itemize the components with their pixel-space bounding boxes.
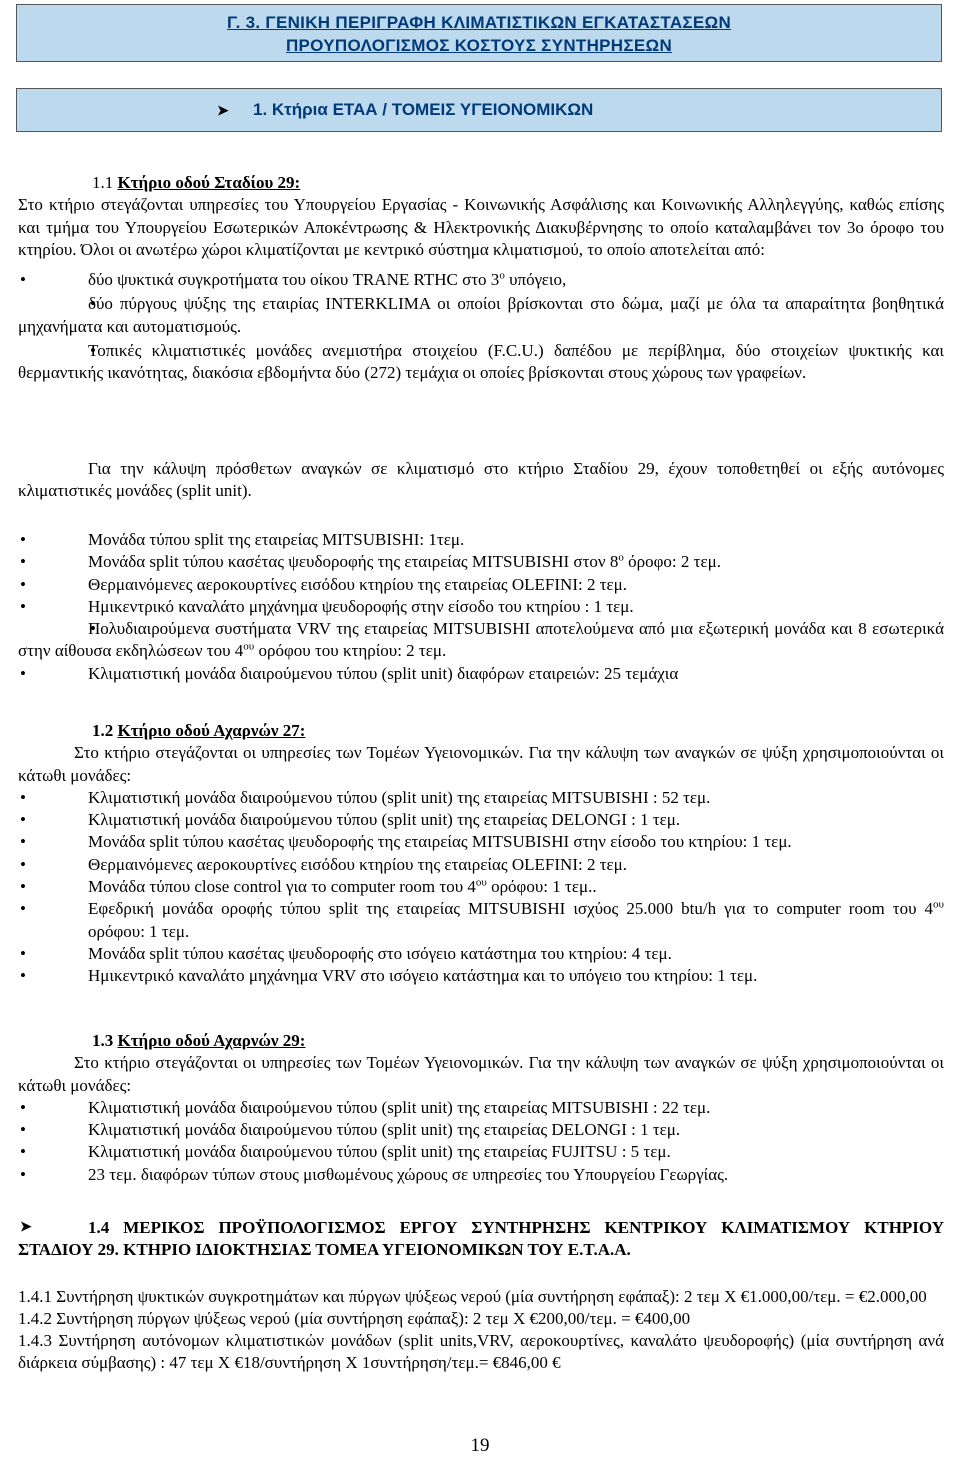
paragraph: Στο κτήριο στεγάζονται οι υπηρεσίες των Τομέων Υγειονομικών. Για την κάλυψη των αναγκών σε ψύξη χρησιμοποιούνται οι κάτωθι μονάδες:	[18, 743, 944, 785]
list-item: • Ημικεντρικό καναλάτο μηχάνημα VRV στο ισόγειο κατάστημα και το υπόγειο του κτηρίου: 1 τεμ.	[18, 965, 944, 987]
list-item: • 23 τεμ. διαφόρων τύπων στους μισθωμένους χώρους σε υπηρεσίες του Υπουργείου Γεωργίας.	[18, 1164, 944, 1186]
split-units-list	[18, 529, 944, 685]
list-item: • Μονάδα split τύπου κασέτας ψευδοροφής στο ισόγειο κατάστημα του κτηρίου: 4 τεμ.	[18, 943, 944, 965]
list-item: • Κλιματιστική μονάδα διαιρούμενου τύπου (split unit) διαφόρων εταιρειών: 25 τεμάχια	[18, 663, 944, 685]
list-item: • Μονάδα τύπου close control για το computer room του $4^{o\upsilon}$ ορόφου: 1 τεμ..	[18, 876, 944, 898]
paragraph: Για την κάλυψη πρόσθετων αναγκών σε κλιματισμό στο κτήριο Σταδίου 29, έχουν τοποθετηθεί οι εξής αυτόνομες κλιματιστικές μονάδες (split unit).	[18, 459, 944, 501]
paragraph: Στο κτήριο στεγάζονται υπηρεσίες του Υπουργείου Εργασίας - Κοινωνικής Ασφάλισης και Κοινωνικής Αλληλεγγύης, καθώς επίσης και τμήμα του Υπουργείου Εσωτερικών Αποκέντρωσης & Ηλεκτρονικής Διακυβέρνησης το οποίο καταλαμβάνει τον 3ο όροφο του κτηρίου. Όλοι οι ανωτέρω χώροι κλιματίζονται με κεντρικό σύστημα κλιματισμού, το οποίο αποτελείται από:	[18, 195, 944, 259]
section-heading: 1.1 Κτήριο οδού Σταδίου 29:	[92, 173, 301, 192]
section-heading: 1.3 Κτήριο οδού Αχαρνών 29:	[92, 1031, 306, 1050]
cost-item: 1.4.1 Συντήρηση ψυκτικών συγκροτημάτων και πύργων ψύξεως νερού (μία συντήρηση εφάπαξ): 2 τεμ Χ €1.000,00/τεμ. = €2.000,00	[18, 1286, 927, 1306]
list-item: • Μονάδα split τύπου κασέτας ψευδοροφής της εταιρείας MITSUBISHI στην είσοδο του κτηρίου: 1 τεμ.	[18, 831, 944, 853]
list-item: • Μονάδα split τύπου κασέτας ψευδοροφής της εταιρείας MITSUBISHI στον $8^o$ όροφο: 2 τεμ.	[18, 551, 944, 573]
list-item: • Μονάδα τύπου split της εταιρείας MITSUBISHI: 1τεμ.	[18, 529, 944, 551]
list-item: • Πολυδιαιρούμενα συστήματα VRV της εταιρείας MITSUBISHI αποτελούμενα από μια εξωτερική μονάδα και 8 εσωτερικά στην αίθουσα εκδηλώσεων του $4^{o\upsilon}$ ορόφου του κτηρίου: 2 τεμ.	[18, 618, 944, 663]
subtitle: 1. Κτήρια ΕΤΑΑ / ΤΟΜΕΙΣ ΥΓΕΙΟΝΟΜΙΚΩΝ	[253, 99, 594, 119]
title-box	[16, 4, 942, 62]
list-item: • Ημικεντρικό καναλάτο μηχάνημα ψευδοροφής στην είσοδο του κτηρίου : 1 τεμ.	[18, 596, 944, 618]
page-number: 19	[470, 1435, 490, 1456]
list-item: • Κλιματιστική μονάδα διαιρούμενου τύπου (split unit) της εταιρείας FUJITSU : 5 τεμ.	[18, 1141, 944, 1163]
arrow-bullet-icon: ➤	[217, 101, 229, 118]
list-item: • Θερμαινόμενες αεροκουρτίνες εισόδου κτηρίου της εταιρείας OLEFINI: 2 τεμ.	[18, 574, 944, 596]
arrow-bullet-icon: ➤	[20, 1220, 32, 1235]
list-item: • δύο ψυκτικά συγκροτήματα του οίκου TRANE RTHC στο $3^o$ υπόγειο,	[18, 269, 944, 291]
section-heading: ➤ 1.4 ΜΕΡΙΚΟΣ ΠΡΟΫΠΟΛΟΓΙΣΜΟΣ ΕΡΓΟΥ ΣΥΝΤΗΡΗΣΗΣ ΚΕΝΤΡΙΚΟΥ ΚΛΙΜΑΤΙΣΜΟΥ ΚΤΗΡΙΟΥ ΣΤΑΔΙΟΥ 29. ΚΤΗΡΙΟ ΙΔΙΟΚΤΗΣΙΑΣ ΤΟΜΕΑ ΥΓΕΙΟΝΟΜΙΚΩΝ ΤΟΥ Ε.Τ.Α.Α.	[18, 1218, 944, 1260]
list-item: • Κλιματιστική μονάδα διαιρούμενου τύπου (split unit) της εταιρείας MITSUBISHI : 22 τεμ.	[18, 1097, 944, 1119]
list-item: • Εφεδρική μονάδα οροφής τύπου split της εταιρείας MITSUBISHI ισχύος 25.000 btu/h για το computer room του $4^{o\upsilon}$ ορόφου: 1 τεμ.	[18, 898, 944, 943]
list-item: • Θερμαινόμενες αεροκουρτίνες εισόδου κτηρίου της εταιρείας OLEFINI: 2 τεμ.	[18, 854, 944, 876]
list-item: • Κλιματιστική μονάδα διαιρούμενου τύπου (split unit) της εταιρείας DELONGI : 1 τεμ.	[18, 809, 944, 831]
list-item: • Κλιματιστική μονάδα διαιρούμενου τύπου (split unit) της εταιρείας DELONGI : 1 τεμ.	[18, 1119, 944, 1141]
cost-item: 1.4.3 Συντήρηση αυτόνομων κλιματιστικών μονάδων (split units,VRV, αεροκουρτίνες, καναλάτο ψευδοροφής) (μία συντήρηση ανά διάρκεια σύμβασης) : 47 τεμ Χ €18/συντήρηση Χ 1συντήρηση/τεμ.= €846,00 €	[18, 1331, 944, 1373]
subtitle-box	[16, 88, 942, 132]
section-1-2	[18, 720, 944, 988]
section-heading: 1.2 Κτήριο οδού Αχαρνών 27:	[92, 721, 306, 740]
cost-item: 1.4.2 Συντήρηση πύργων ψύξεως νερού (μία συντήρηση εφάπαξ): 2 τεμ Χ €200,00/τεμ. = €400,00	[18, 1308, 691, 1328]
list-item: • Τοπικές κλιματιστικές μονάδες ανεμιστήρα στοιχείου (F.C.U.) δαπέδου με περίβλημα, δύο στοιχείων ψυκτικής και θερμαντικής ικανότητας, διακόσια εβδομήντα δύο (272) τεμάχια οι οποίες βρίσκονται στους χώρους των γραφείων.	[18, 340, 944, 385]
title-line-1: Γ. 3. ΓΕΝΙΚΗ ΠΕΡΙΓΡΑΦΗ ΚΛΙΜΑΤΙΣΤΙΚΩΝ ΕΓΚΑΤΑΣΤΑΣΕΩΝ	[226, 13, 732, 32]
paragraph: Στο κτήριο στεγάζονται οι υπηρεσίες των Τομέων Υγειονομικών. Για την κάλυψη των αναγκών σε ψύξη χρησιμοποιούνται οι κάτωθι μονάδες:	[18, 1053, 944, 1095]
list-item: • Κλιματιστική μονάδα διαιρούμενου τύπου (split unit) της εταιρείας MITSUBISHI : 52 τεμ.	[18, 787, 944, 809]
title-line-2: ΠΡΟΥΠΟΛΟΓΙΣΜΟΣ ΚΟΣΤΟΥΣ ΣΥΝΤΗΡΗΣΕΩΝ	[285, 36, 673, 55]
section-1-1	[18, 172, 944, 385]
section-1-4	[18, 1217, 944, 1375]
list-item: • δύο πύργους ψύξης της εταιρίας INTERKLIMA οι οποίοι βρίσκονται στο δώμα, μαζί με όλα τα απαραίτητα βοηθητικά μηχανήματα και αυτοματισμούς.	[18, 293, 944, 338]
section-1-1-extra	[18, 458, 944, 503]
section-1-3	[18, 1030, 944, 1186]
